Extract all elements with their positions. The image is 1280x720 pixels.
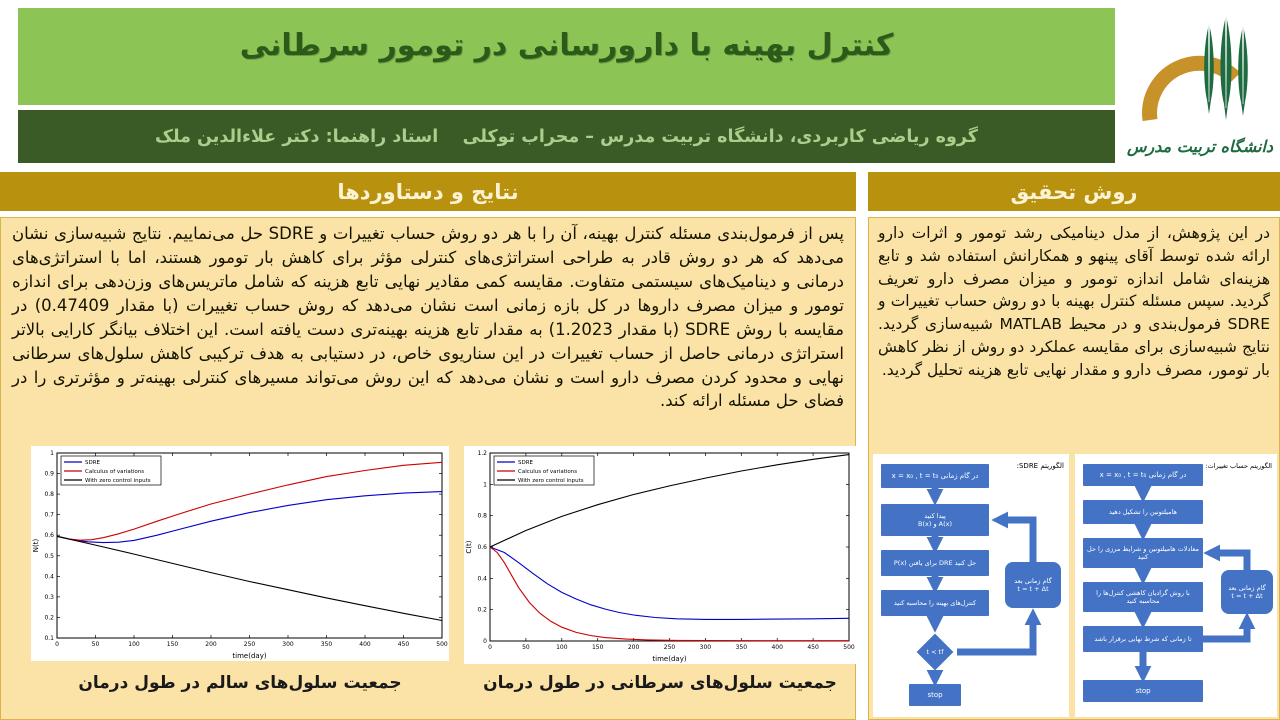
- svg-text:0.8: 0.8: [44, 491, 54, 499]
- svg-text:0.5: 0.5: [44, 552, 54, 560]
- svg-text:350: 350: [320, 641, 333, 648]
- svg-text:0.8: 0.8: [477, 512, 487, 520]
- results-header-label: نتایج و دستاوردها: [337, 179, 519, 204]
- svg-text:1.2: 1.2: [477, 450, 487, 457]
- flowchart-loop-line: گام زمانی بعد: [1014, 576, 1052, 585]
- svg-text:250: 250: [243, 641, 256, 648]
- svg-text:Calculus of variations: Calculus of variations: [85, 469, 145, 475]
- svg-text:0.6: 0.6: [477, 544, 487, 551]
- svg-text:With zero control inputs: With zero control inputs: [85, 478, 151, 484]
- svg-text:0.6: 0.6: [44, 532, 54, 540]
- subtitle-band: [18, 110, 1115, 163]
- svg-text:100: 100: [128, 641, 140, 648]
- results-paragraph: پس از فرمول‌بندی مسئله کنترل بهینه، آن را با هر دو روش حساب تغییرات و SDRE حل می‌نماییم. نتایج شبیه‌سازی نشان می‌دهد که هر دو روش قادر به طراحی استراتژی‌های کنترلی مؤثر برای کاهش بار تومور هستند، اما با استراتژی‌های درمانی و دینامیک‌های سیستمی متفاوت. مقایسه کمی مقادیر نهایی تابع هزینه که شامل ماتریس‌های وزن‌دهی برای اندازه تومور و میزان مصرف داروها در کل بازه زمانی است نشان می‌دهد که روش حساب تغییرات (با مقدار 0.47409) در مقایسه با روش SDRE (با مقدار 1.2023) به مقدار تابع هزینه بهینه‌تری دست یافته است. این اختلاف بیانگر کارایی بالاتر استراتژی درمانی حاصل از حساب تغییرات در این سناریوی خاص، در دستیابی به هدف ترکیبی کاهش سلول‌های سرطانی نهایی و محدود کردن مصرف دارو است و نشان می‌دهد که این روش می‌تواند مسیرهای کنترلی بهینه‌تر و مؤثرتری را در فضای حل مسئله ارائه کند.: [12, 224, 845, 411]
- svg-text:0: 0: [483, 638, 487, 645]
- svg-text:500: 500: [843, 644, 855, 651]
- flowchart-loop-box: [1221, 570, 1273, 614]
- svg-text:0.2: 0.2: [477, 606, 487, 614]
- flowchart-step-line: پیدا کنید: [924, 511, 946, 520]
- plot-cancer-cells: [464, 446, 856, 664]
- svg-text:0.7: 0.7: [44, 511, 54, 519]
- svg-text:450: 450: [397, 641, 410, 648]
- flowchart-loop-line: t = t + Δt: [1231, 592, 1263, 600]
- svg-text:0.3: 0.3: [44, 593, 54, 601]
- poster-subtitle: گروه ریاضی کاربردی، دانشگاه تربیت مدرس – محراب توکلی استاد راهنما: دکتر علاءالدین ملک: [155, 126, 978, 147]
- svg-text:400: 400: [771, 644, 783, 651]
- results-section-header: [0, 172, 856, 211]
- svg-text:150: 150: [166, 641, 179, 648]
- logo-calligraphy: دانشگاه تربیت مدرس: [1126, 137, 1274, 156]
- svg-text:150: 150: [591, 644, 604, 651]
- svg-text:350: 350: [735, 644, 748, 651]
- flowchart-variations-label: الگوریتم حساب تغییرات:: [1205, 462, 1272, 470]
- svg-text:300: 300: [699, 644, 712, 651]
- flowchart-sdre-panel: [873, 454, 1069, 717]
- svg-text:0: 0: [488, 644, 492, 651]
- svg-text:0.4: 0.4: [477, 575, 487, 583]
- flowchart-decision-label: t < tf: [926, 648, 944, 656]
- svg-text:300: 300: [282, 641, 294, 648]
- svg-text:time(day): time(day): [652, 655, 687, 663]
- flowchart-variations-panel: [1075, 454, 1277, 717]
- flowchart-step: تا زمانی که شرط نهایی برقرار باشد: [1083, 626, 1203, 652]
- flowchart-step: [881, 504, 989, 536]
- chart-svg: [464, 446, 856, 664]
- svg-text:Calculus of variations: Calculus of variations: [518, 469, 578, 475]
- svg-text:0.9: 0.9: [44, 470, 54, 478]
- flowchart-loop-line: t = t + Δt: [1017, 585, 1049, 593]
- flowchart-step: با روش گرادیان کاهشی کنترل‌ها را محاسبه کنید: [1083, 582, 1203, 612]
- plot-healthy-cells: [31, 446, 449, 661]
- svg-text:50: 50: [522, 644, 530, 651]
- svg-text:200: 200: [627, 644, 640, 651]
- caption-healthy-cells: جمعیت سلول‌های سالم در طول درمان: [78, 673, 402, 693]
- caption-cancer-cells: جمعیت سلول‌های سرطانی در طول درمان: [483, 673, 837, 693]
- svg-text:400: 400: [359, 641, 371, 648]
- flowchart-step: در گام زمانی x = x₀ , t = t₀: [881, 464, 989, 488]
- flowchart-step-line: A(x) و B(x): [917, 520, 953, 528]
- svg-text:1: 1: [483, 481, 487, 489]
- flowchart-loop-box: [1005, 562, 1061, 608]
- svg-text:With zero control inputs: With zero control inputs: [518, 478, 584, 484]
- svg-text:C(t): C(t): [465, 540, 473, 554]
- flowchart-stop: stop: [1083, 680, 1203, 702]
- svg-text:1: 1: [50, 450, 54, 457]
- svg-text:SDRE: SDRE: [85, 460, 101, 466]
- svg-text:0.1: 0.1: [44, 635, 54, 642]
- flowchart-stop: stop: [909, 684, 961, 706]
- method-header-label: روش تحقیق: [1010, 179, 1138, 204]
- flowchart-step: حل کنید DRE برای یافتن P(x): [881, 550, 989, 576]
- svg-text:250: 250: [663, 644, 676, 651]
- svg-text:450: 450: [807, 644, 819, 651]
- flowchart-step: در گام زمانی x = x₀ , t = t₀: [1083, 464, 1203, 486]
- flowchart-step: معادلات هامیلتونین و شرایط مرزی را حل کنید: [1083, 538, 1203, 568]
- method-paragraph: در این پژوهش، از مدل دینامیکی رشد تومور و اثرات دارو ارائه شده توسط آقای پینهو و همکارانش استفاده شد و تابع هزینه‌ای شامل اندازه تومور و میزان مصرف دارو تعریف گردید. سپس مسئله کنترل بهینه با دو روش حساب تغییرات و SDRE فرمول‌بندی و در محیط MATLAB شبیه‌سازی گردید. نتایج شبیه‌سازی برای مقایسه عملکرد دو روش از نظر کاهش بار تومور، مصرف دارو و مقدار نهایی تابع هزینه تحلیل گردید.: [878, 224, 1271, 379]
- svg-text:0.4: 0.4: [44, 573, 54, 581]
- svg-text:time(day): time(day): [232, 652, 267, 660]
- svg-text:50: 50: [91, 641, 100, 648]
- svg-text:500: 500: [436, 641, 448, 648]
- logo-cypress-trees-icon: [1204, 14, 1248, 120]
- poster-title: کنترل بهینه با دارورسانی در تومور سرطانی: [239, 28, 894, 63]
- svg-text:N(t): N(t): [32, 538, 40, 553]
- method-panel: [868, 217, 1280, 720]
- svg-text:100: 100: [556, 644, 568, 651]
- svg-text:0.2: 0.2: [44, 614, 54, 622]
- flowchart-loop-line: گام زمانی بعد: [1228, 583, 1266, 592]
- flowchart-step: کنترل‌های بهینه را محاسبه کنید: [881, 590, 989, 616]
- university-logo: [1123, 2, 1277, 166]
- results-panel: [0, 217, 856, 720]
- header-band: [18, 8, 1115, 105]
- tmu-logo-icon: [1123, 2, 1277, 166]
- flowchart-sdre-label: الگوریتم SDRE:: [1016, 462, 1064, 470]
- flowchart-step: هامیلتونین را تشکیل دهید: [1083, 500, 1203, 524]
- svg-text:200: 200: [205, 641, 217, 648]
- svg-text:SDRE: SDRE: [518, 460, 534, 466]
- svg-text:0: 0: [55, 641, 59, 648]
- method-section-header: [868, 172, 1280, 211]
- chart-svg: [31, 446, 449, 661]
